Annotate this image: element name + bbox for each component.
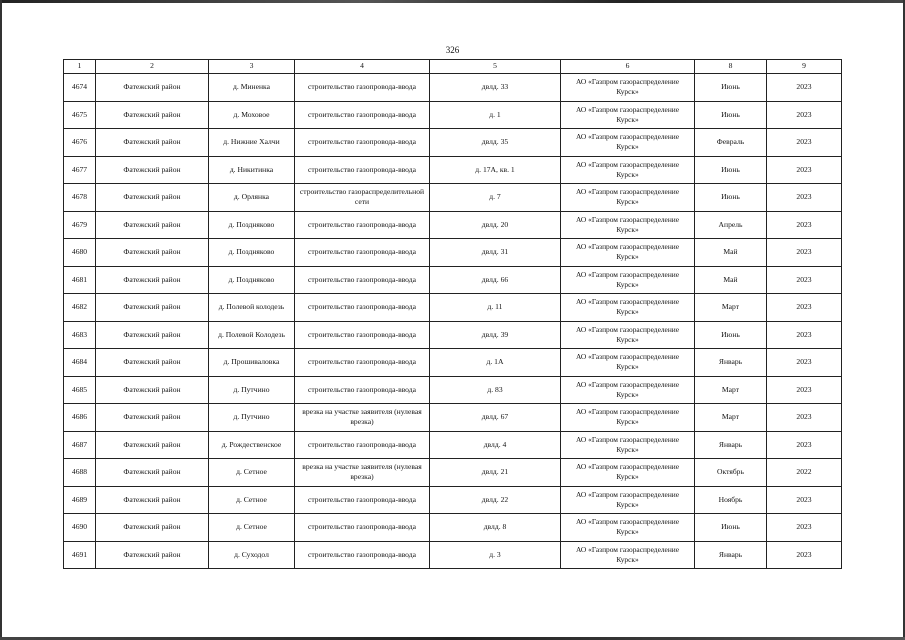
- table-row: [64, 459, 842, 487]
- table-header-row: [64, 60, 842, 74]
- row-number-cell: 4688: [64, 459, 96, 487]
- year-cell: 2022: [767, 459, 842, 487]
- row-number-cell: 4684: [64, 349, 96, 377]
- work-type-cell: строительство газопровода-ввода: [295, 156, 430, 184]
- table-row: [64, 266, 842, 294]
- year-cell: 2023: [767, 431, 842, 459]
- row-number-cell: 4687: [64, 431, 96, 459]
- work-type-cell: строительство газопровода-ввода: [295, 349, 430, 377]
- district-cell: Фатежский район: [96, 74, 209, 102]
- address-cell: двлд. 22: [430, 486, 561, 514]
- address-cell: двлд. 31: [430, 239, 561, 267]
- address-cell: д. 1: [430, 101, 561, 129]
- table-row: [64, 184, 842, 212]
- settlement-cell: д. Орлянка: [209, 184, 295, 212]
- year-cell: 2023: [767, 184, 842, 212]
- settlement-cell: д. Нижние Халчи: [209, 129, 295, 157]
- address-cell: двлд. 67: [430, 404, 561, 432]
- table-row: [64, 404, 842, 432]
- month-cell: Июнь: [695, 74, 767, 102]
- column-header: 9: [767, 60, 842, 74]
- month-cell: Июнь: [695, 184, 767, 212]
- work-type-cell: строительство газопровода-ввода: [295, 239, 430, 267]
- year-cell: 2023: [767, 376, 842, 404]
- year-cell: 2023: [767, 129, 842, 157]
- table-row: [64, 294, 842, 322]
- district-cell: Фатежский район: [96, 541, 209, 569]
- month-cell: Май: [695, 239, 767, 267]
- column-header: 6: [561, 60, 695, 74]
- table-row: [64, 514, 842, 542]
- month-cell: Январь: [695, 431, 767, 459]
- settlement-cell: д. Полевой Колодезь: [209, 321, 295, 349]
- organization-cell: АО «Газпром газораспределение Курск»: [561, 404, 695, 432]
- district-cell: Фатежский район: [96, 184, 209, 212]
- organization-cell: АО «Газпром газораспределение Курск»: [561, 266, 695, 294]
- row-number-cell: 4676: [64, 129, 96, 157]
- organization-cell: АО «Газпром газораспределение Курск»: [561, 321, 695, 349]
- settlement-cell: д. Путчино: [209, 404, 295, 432]
- address-cell: д. 1А: [430, 349, 561, 377]
- year-cell: 2023: [767, 74, 842, 102]
- address-cell: д. 17А, кв. 1: [430, 156, 561, 184]
- table-row: [64, 486, 842, 514]
- district-cell: Фатежский район: [96, 294, 209, 322]
- address-cell: д. 7: [430, 184, 561, 212]
- month-cell: Март: [695, 294, 767, 322]
- work-type-cell: строительство газопровода-ввода: [295, 514, 430, 542]
- organization-cell: АО «Газпром газораспределение Курск»: [561, 541, 695, 569]
- page-number: 326: [445, 45, 460, 55]
- table-row: [64, 349, 842, 377]
- month-cell: Февраль: [695, 129, 767, 157]
- organization-cell: АО «Газпром газораспределение Курск»: [561, 129, 695, 157]
- settlement-cell: д. Поздняково: [209, 266, 295, 294]
- year-cell: 2023: [767, 349, 842, 377]
- settlement-cell: д. Поздняково: [209, 239, 295, 267]
- table-row: [64, 431, 842, 459]
- district-cell: Фатежский район: [96, 431, 209, 459]
- district-cell: Фатежский район: [96, 376, 209, 404]
- work-type-cell: строительство газопровода-ввода: [295, 321, 430, 349]
- month-cell: Июнь: [695, 101, 767, 129]
- settlement-cell: д. Прошиваловка: [209, 349, 295, 377]
- organization-cell: АО «Газпром газораспределение Курск»: [561, 156, 695, 184]
- year-cell: 2023: [767, 156, 842, 184]
- column-header: 3: [209, 60, 295, 74]
- month-cell: Июнь: [695, 321, 767, 349]
- organization-cell: АО «Газпром газораспределение Курск»: [561, 184, 695, 212]
- year-cell: 2023: [767, 541, 842, 569]
- column-header: 5: [430, 60, 561, 74]
- organization-cell: АО «Газпром газораспределение Курск»: [561, 74, 695, 102]
- year-cell: 2023: [767, 514, 842, 542]
- row-number-cell: 4685: [64, 376, 96, 404]
- month-cell: Октябрь: [695, 459, 767, 487]
- table-row: [64, 74, 842, 102]
- address-cell: двлд. 4: [430, 431, 561, 459]
- district-cell: Фатежский район: [96, 321, 209, 349]
- table-row: [64, 101, 842, 129]
- year-cell: 2023: [767, 486, 842, 514]
- settlement-cell: д. Сетное: [209, 486, 295, 514]
- column-header: 8: [695, 60, 767, 74]
- district-cell: Фатежский район: [96, 101, 209, 129]
- address-cell: двлд. 21: [430, 459, 561, 487]
- work-type-cell: строительство газопровода-ввода: [295, 486, 430, 514]
- year-cell: 2023: [767, 294, 842, 322]
- row-number-cell: 4674: [64, 74, 96, 102]
- address-cell: двлд. 20: [430, 211, 561, 239]
- scan-edge-top: [0, 0, 905, 3]
- table-row: [64, 239, 842, 267]
- address-cell: двлд. 35: [430, 129, 561, 157]
- row-number-cell: 4690: [64, 514, 96, 542]
- column-header: 2: [96, 60, 209, 74]
- table-row: [64, 211, 842, 239]
- settlement-cell: д. Сетное: [209, 459, 295, 487]
- work-type-cell: врезка на участке заявителя (нулевая врезка): [295, 404, 430, 432]
- district-cell: Фатежский район: [96, 349, 209, 377]
- settlement-cell: д. Моховое: [209, 101, 295, 129]
- organization-cell: АО «Газпром газораспределение Курск»: [561, 376, 695, 404]
- address-cell: д. 11: [430, 294, 561, 322]
- row-number-cell: 4679: [64, 211, 96, 239]
- settlement-cell: д. Полевой колодезь: [209, 294, 295, 322]
- district-cell: Фатежский район: [96, 459, 209, 487]
- month-cell: Май: [695, 266, 767, 294]
- row-number-cell: 4691: [64, 541, 96, 569]
- row-number-cell: 4677: [64, 156, 96, 184]
- settlement-cell: д. Сетное: [209, 514, 295, 542]
- organization-cell: АО «Газпром газораспределение Курск»: [561, 459, 695, 487]
- month-cell: Март: [695, 376, 767, 404]
- address-cell: двлд. 66: [430, 266, 561, 294]
- settlement-cell: д. Рождественское: [209, 431, 295, 459]
- organization-cell: АО «Газпром газораспределение Курск»: [561, 211, 695, 239]
- organization-cell: АО «Газпром газораспределение Курск»: [561, 514, 695, 542]
- month-cell: Июнь: [695, 514, 767, 542]
- work-type-cell: врезка на участке заявителя (нулевая врезка): [295, 459, 430, 487]
- year-cell: 2023: [767, 266, 842, 294]
- row-number-cell: 4681: [64, 266, 96, 294]
- settlement-cell: д. Суходол: [209, 541, 295, 569]
- district-cell: Фатежский район: [96, 239, 209, 267]
- work-type-cell: строительство газопровода-ввода: [295, 211, 430, 239]
- work-type-cell: строительство газопровода-ввода: [295, 101, 430, 129]
- district-cell: Фатежский район: [96, 129, 209, 157]
- work-type-cell: строительство газопровода-ввода: [295, 266, 430, 294]
- district-cell: Фатежский район: [96, 266, 209, 294]
- row-number-cell: 4682: [64, 294, 96, 322]
- work-type-cell: строительство газопровода-ввода: [295, 294, 430, 322]
- month-cell: Январь: [695, 349, 767, 377]
- address-cell: двлд. 39: [430, 321, 561, 349]
- row-number-cell: 4686: [64, 404, 96, 432]
- table-row: [64, 321, 842, 349]
- district-cell: Фатежский район: [96, 486, 209, 514]
- settlement-cell: д. Миненка: [209, 74, 295, 102]
- year-cell: 2023: [767, 211, 842, 239]
- year-cell: 2023: [767, 239, 842, 267]
- column-header: 1: [64, 60, 96, 74]
- month-cell: Ноябрь: [695, 486, 767, 514]
- year-cell: 2023: [767, 101, 842, 129]
- month-cell: Июнь: [695, 156, 767, 184]
- month-cell: Март: [695, 404, 767, 432]
- settlement-cell: д. Путчино: [209, 376, 295, 404]
- table-row: [64, 376, 842, 404]
- district-cell: Фатежский район: [96, 404, 209, 432]
- registry-table: [63, 59, 842, 569]
- work-type-cell: строительство газопровода-ввода: [295, 541, 430, 569]
- scan-edge-left: [0, 0, 2, 640]
- address-cell: двлд. 33: [430, 74, 561, 102]
- row-number-cell: 4689: [64, 486, 96, 514]
- column-header: 4: [295, 60, 430, 74]
- table-row: [64, 129, 842, 157]
- work-type-cell: строительство газопровода-ввода: [295, 431, 430, 459]
- work-type-cell: строительство газораспределительной сети: [295, 184, 430, 212]
- organization-cell: АО «Газпром газораспределение Курск»: [561, 101, 695, 129]
- row-number-cell: 4680: [64, 239, 96, 267]
- work-type-cell: строительство газопровода-ввода: [295, 74, 430, 102]
- district-cell: Фатежский район: [96, 156, 209, 184]
- row-number-cell: 4678: [64, 184, 96, 212]
- row-number-cell: 4683: [64, 321, 96, 349]
- organization-cell: АО «Газпром газораспределение Курск»: [561, 431, 695, 459]
- work-type-cell: строительство газопровода-ввода: [295, 129, 430, 157]
- settlement-cell: д. Никитинка: [209, 156, 295, 184]
- year-cell: 2023: [767, 404, 842, 432]
- address-cell: д. 3: [430, 541, 561, 569]
- organization-cell: АО «Газпром газораспределение Курск»: [561, 239, 695, 267]
- year-cell: 2023: [767, 321, 842, 349]
- organization-cell: АО «Газпром газораспределение Курск»: [561, 486, 695, 514]
- row-number-cell: 4675: [64, 101, 96, 129]
- organization-cell: АО «Газпром газораспределение Курск»: [561, 349, 695, 377]
- settlement-cell: д. Поздняково: [209, 211, 295, 239]
- month-cell: Январь: [695, 541, 767, 569]
- district-cell: Фатежский район: [96, 514, 209, 542]
- month-cell: Апрель: [695, 211, 767, 239]
- table-row: [64, 541, 842, 569]
- district-cell: Фатежский район: [96, 211, 209, 239]
- organization-cell: АО «Газпром газораспределение Курск»: [561, 294, 695, 322]
- table-row: [64, 156, 842, 184]
- work-type-cell: строительство газопровода-ввода: [295, 376, 430, 404]
- address-cell: д. 83: [430, 376, 561, 404]
- address-cell: двлд. 8: [430, 514, 561, 542]
